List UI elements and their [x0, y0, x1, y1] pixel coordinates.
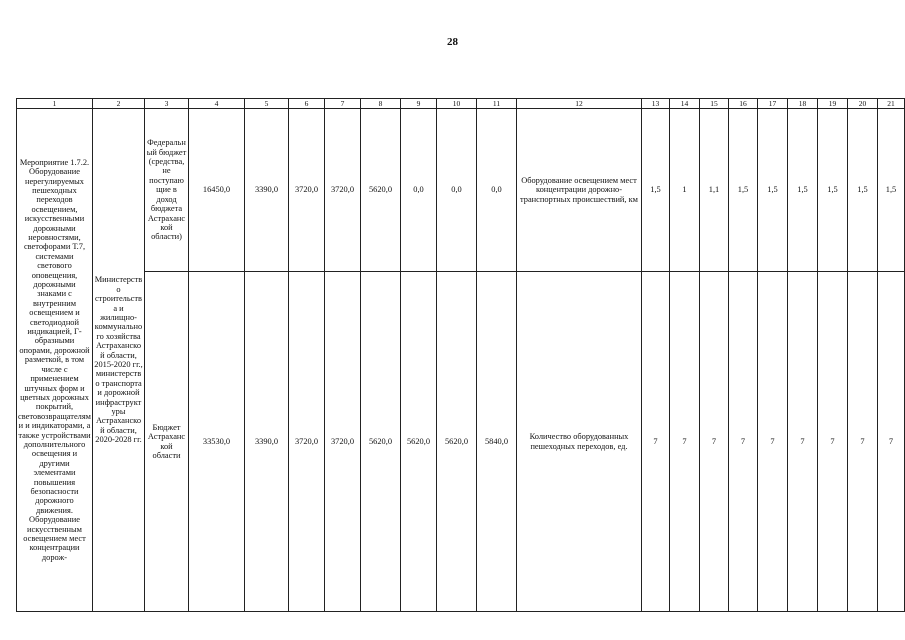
- target-cell: 1,1: [700, 109, 729, 272]
- col-number: 10: [437, 99, 477, 109]
- col-number: 4: [189, 99, 245, 109]
- program-table: [16, 98, 905, 612]
- col-number: 6: [289, 99, 325, 109]
- col-number: 2: [93, 99, 145, 109]
- value-cell: 3720,0: [325, 109, 361, 272]
- target-cell: 1,5: [729, 109, 758, 272]
- col-number: 15: [700, 99, 729, 109]
- funding-source: Федеральный бюджет (средства, не поступающие в доход бюджета Астраханской области): [145, 109, 189, 272]
- table-row: [17, 109, 905, 272]
- target-cell: 1,5: [818, 109, 848, 272]
- target-cell: 1: [670, 109, 700, 272]
- value-cell: 3720,0: [289, 109, 325, 272]
- col-number: 7: [325, 99, 361, 109]
- target-cell: 1,5: [878, 109, 905, 272]
- value-cell: 3720,0: [289, 272, 325, 612]
- value-cell: 16450,0: [189, 109, 245, 272]
- target-cell: 1,5: [848, 109, 878, 272]
- value-cell: 5620,0: [437, 272, 477, 612]
- col-number: 16: [729, 99, 758, 109]
- target-cell: 7: [788, 272, 818, 612]
- col-number: 20: [848, 99, 878, 109]
- target-cell: 7: [878, 272, 905, 612]
- value-cell: 0,0: [401, 109, 437, 272]
- col-number: 3: [145, 99, 189, 109]
- value-cell: 5620,0: [361, 272, 401, 612]
- value-cell: 3390,0: [245, 272, 289, 612]
- measure-cell: [17, 109, 93, 612]
- table-row: [17, 272, 905, 612]
- target-cell: 7: [700, 272, 729, 612]
- target-cell: 1,5: [758, 109, 788, 272]
- target-cell: 1,5: [642, 109, 670, 272]
- col-number: 14: [670, 99, 700, 109]
- col-number: 12: [517, 99, 642, 109]
- value-cell: 3720,0: [325, 272, 361, 612]
- col-number: 18: [788, 99, 818, 109]
- col-number: 19: [818, 99, 848, 109]
- header-row: [17, 99, 905, 109]
- col-number: 9: [401, 99, 437, 109]
- indicator-cell: Количество оборудованных пешеходных переходов, ед.: [517, 272, 642, 612]
- measure-text: Оборудование нерегулируемых пешеходных переходов освещением, искусственными дорожными неровностями, светофорами Т.7, системами светового оповещения, дорожными знаками с внутренним освещением и светодиодной индикацией, Г-образными опорами, дорожной разметкой, в том числе с применением штучных форм и цветных дорожных покрытий, световозвращателями и индикаторами, а также устройствами дополнительного освещения и другими элементами повышения безопасности дорожного движения. Оборудование искусственным освещением мест концентрации дорож-: [18, 167, 91, 562]
- value-cell: 5840,0: [477, 272, 517, 612]
- col-number: 21: [878, 99, 905, 109]
- value-cell: 33530,0: [189, 272, 245, 612]
- target-cell: 7: [818, 272, 848, 612]
- target-cell: 7: [848, 272, 878, 612]
- page-number: 28: [447, 36, 458, 48]
- col-number: 11: [477, 99, 517, 109]
- target-cell: 7: [670, 272, 700, 612]
- target-cell: 1,5: [788, 109, 818, 272]
- col-number: 5: [245, 99, 289, 109]
- target-cell: 7: [642, 272, 670, 612]
- indicator-cell: Оборудование освещением мест концентрации дорожно-транспортных происшествий, км: [517, 109, 642, 272]
- col-number: 17: [758, 99, 788, 109]
- col-number: 8: [361, 99, 401, 109]
- col-number: 1: [17, 99, 93, 109]
- funding-source: Бюджет Астраханской области: [145, 272, 189, 612]
- value-cell: 0,0: [477, 109, 517, 272]
- target-cell: 7: [758, 272, 788, 612]
- measure-title: Мероприятие 1.7.2.: [19, 157, 90, 167]
- value-cell: 5620,0: [361, 109, 401, 272]
- value-cell: 5620,0: [401, 272, 437, 612]
- value-cell: 0,0: [437, 109, 477, 272]
- col-number: 13: [642, 99, 670, 109]
- executor-cell: Министерство строительства и жилищно-коммунального хозяйства Астраханской области, 2015-2020 гг., министерство транспорта и дорожной инфраструктуры Астраханской области, 2020-2028 гг.: [93, 109, 145, 612]
- target-cell: 7: [729, 272, 758, 612]
- value-cell: 3390,0: [245, 109, 289, 272]
